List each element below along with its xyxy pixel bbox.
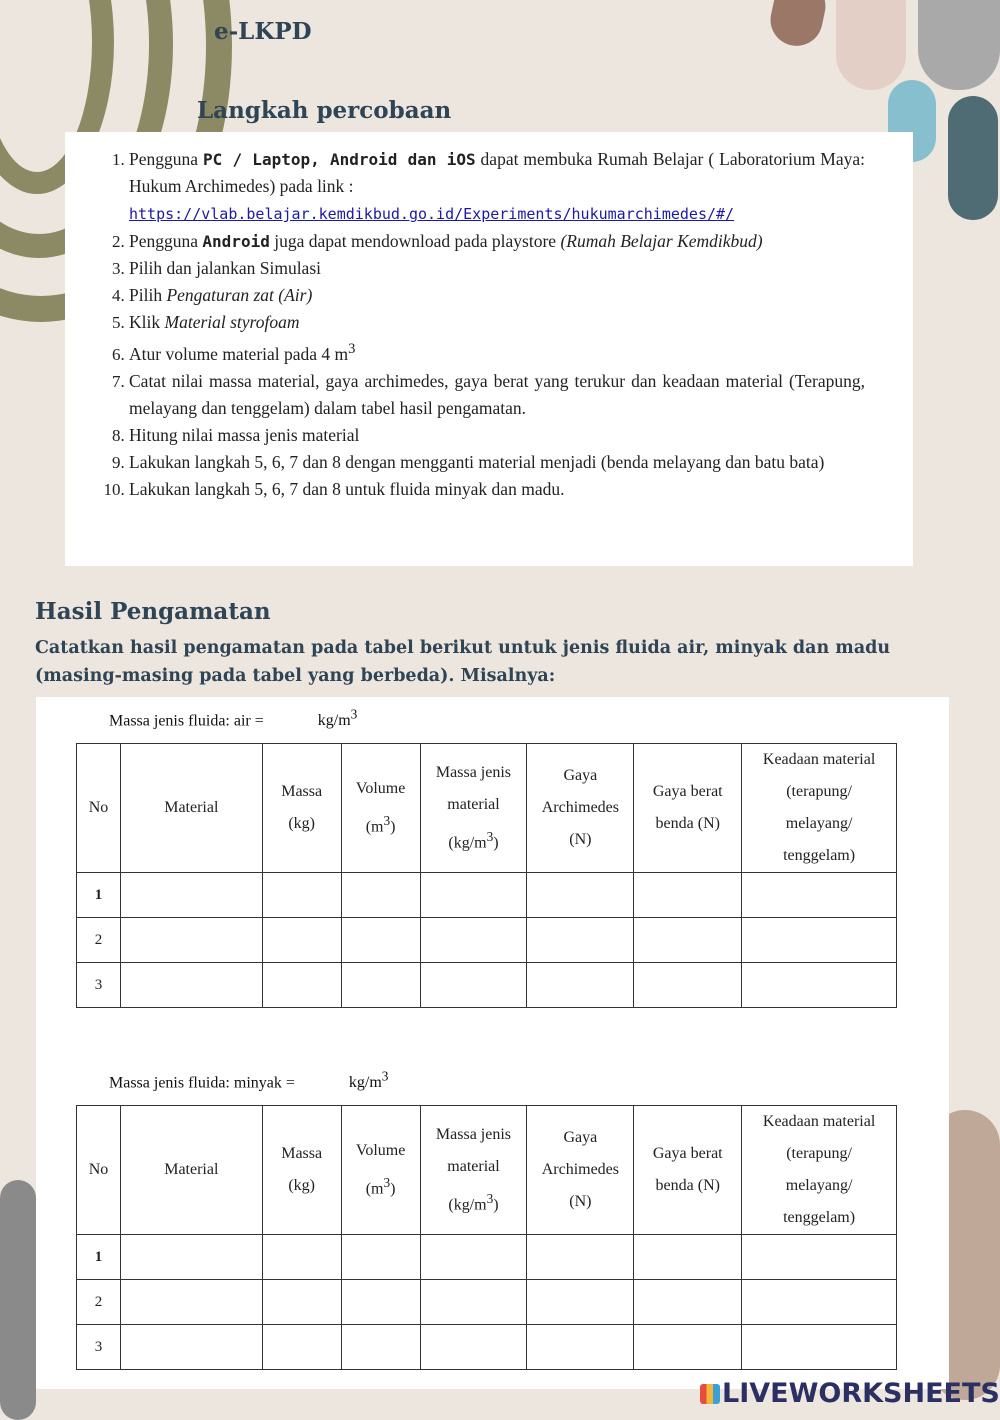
cell-gaya-berat[interactable] <box>634 1235 742 1280</box>
decorative-pill-teal <box>948 96 998 220</box>
cell-keadaan[interactable] <box>742 1235 897 1280</box>
cell-massa-jenis[interactable] <box>420 963 527 1008</box>
simulation-link[interactable]: https://vlab.belajar.kemdikbud.go.id/Experiments/hukumarchimedes/#/ <box>129 205 735 223</box>
step-7: 7. Catat nilai massa material, gaya archimedes, gaya berat yang terukur dan keadaan material (Terapung, melayang dan tenggelam) dalam tabel hasil pengamatan. <box>129 368 865 422</box>
observation-table-air <box>76 743 897 1008</box>
header-material: Material <box>120 1106 262 1235</box>
table-row <box>77 1280 897 1325</box>
header-no: No <box>77 1106 121 1235</box>
cell-gaya-berat[interactable] <box>634 1280 742 1325</box>
step-9: 9. Lakukan langkah 5, 6, 7 dan 8 dengan mengganti material menjadi (benda melayang dan batu bata) <box>129 449 865 476</box>
cell-massa-jenis[interactable] <box>420 1280 527 1325</box>
cell-gaya-berat[interactable] <box>634 1325 742 1370</box>
steps-heading: Langkah percobaan <box>197 97 452 124</box>
cell-material[interactable] <box>120 963 262 1008</box>
decorative-pill-bottom-grey <box>0 1180 36 1420</box>
cell-gaya-archimedes[interactable] <box>527 873 634 918</box>
liveworksheets-logo: LIVEWORKSHEETS <box>700 1378 1000 1409</box>
cell-gaya-archimedes[interactable] <box>527 1235 634 1280</box>
step-4: 4. Pilih Pengaturan zat (Air) <box>129 282 865 309</box>
step-10: 10. Lakukan langkah 5, 6, 7 dan 8 untuk fluida minyak dan madu. <box>129 476 865 503</box>
step-2: 2. Pengguna Android juga dapat mendownload pada playstore (Rumah Belajar Kemdikbud) <box>129 228 865 255</box>
header-massa: Massa (kg) <box>262 744 341 873</box>
cell-massa[interactable] <box>262 1325 341 1370</box>
cell-material[interactable] <box>120 1325 262 1370</box>
header-massa-jenis: Massa jenis material $(kg/m^3)$ <box>420 1106 527 1235</box>
cell-gaya-archimedes[interactable] <box>527 1325 634 1370</box>
page-title: e-LKPD <box>214 18 312 45</box>
cell-gaya-berat[interactable] <box>634 963 742 1008</box>
table-header-row <box>77 1106 897 1235</box>
step-1: 1. Pengguna PC / Laptop, Android dan iOS dapat membuka Rumah Belajar ( Laboratorium Maya: Hukum Archimedes) pada link : https://vlab.belajar.kemdikbud.go.id/Experiments/hukumarchimedes/#/ <box>129 146 865 228</box>
tables-card <box>36 697 949 1389</box>
liveworksheets-icon <box>700 1384 720 1404</box>
cell-keadaan[interactable] <box>742 1325 897 1370</box>
header-gaya-archimedes: Gaya Archimedes (N) <box>527 1106 634 1235</box>
cell-material[interactable] <box>120 1235 262 1280</box>
header-gaya-berat: Gaya berat benda (N) <box>634 744 742 873</box>
cell-volume[interactable] <box>341 918 420 963</box>
cell-gaya-archimedes[interactable] <box>527 1280 634 1325</box>
header-massa-jenis: Massa jenis material $(kg/m^3)$ <box>420 744 527 873</box>
table-row <box>77 873 897 918</box>
row-number: 3 <box>77 1325 121 1370</box>
header-no: No <box>77 744 121 873</box>
cell-material[interactable] <box>120 873 262 918</box>
header-volume: Volume $(m^3)$ <box>341 1106 420 1235</box>
cell-massa[interactable] <box>262 963 341 1008</box>
cell-keadaan[interactable] <box>742 918 897 963</box>
cell-massa[interactable] <box>262 1235 341 1280</box>
table-header-row <box>77 744 897 873</box>
steps-list <box>65 132 913 503</box>
table-row <box>77 1235 897 1280</box>
header-keadaan: Keadaan material (terapung/ melayang/ tenggelam) <box>742 1106 897 1235</box>
cell-volume[interactable] <box>341 1235 420 1280</box>
observation-table-minyak <box>76 1105 897 1370</box>
results-heading: Hasil Pengamatan <box>35 598 271 625</box>
header-massa: Massa (kg) <box>262 1106 341 1235</box>
step-8: 8. Hitung nilai massa jenis material <box>129 422 865 449</box>
header-gaya-archimedes: Gaya Archimedes (N) <box>527 744 634 873</box>
cell-volume[interactable] <box>341 1280 420 1325</box>
row-number: 2 <box>77 918 121 963</box>
cell-gaya-berat[interactable] <box>634 918 742 963</box>
table-row <box>77 1325 897 1370</box>
cell-keadaan[interactable] <box>742 1280 897 1325</box>
cell-material[interactable] <box>120 1280 262 1325</box>
cell-keadaan[interactable] <box>742 873 897 918</box>
cell-gaya-berat[interactable] <box>634 873 742 918</box>
row-number: 1 <box>77 873 121 918</box>
cell-massa[interactable] <box>262 918 341 963</box>
cell-massa-jenis[interactable] <box>420 918 527 963</box>
decorative-pill-grey <box>918 0 1000 90</box>
cell-volume[interactable] <box>341 963 420 1008</box>
fluid-density-label-minyak: Massa jenis fluida: minyak = $kg/m^3$ <box>109 1069 389 1092</box>
decorative-pill-brown <box>766 0 831 51</box>
step-6: 6. Atur volume material pada 4 $m^3$ <box>129 336 865 368</box>
cell-massa-jenis[interactable] <box>420 1235 527 1280</box>
cell-volume[interactable] <box>341 873 420 918</box>
cell-massa[interactable] <box>262 1280 341 1325</box>
row-number: 1 <box>77 1235 121 1280</box>
cell-massa-jenis[interactable] <box>420 1325 527 1370</box>
cell-material[interactable] <box>120 918 262 963</box>
cell-massa-jenis[interactable] <box>420 873 527 918</box>
results-instructions: Catatkan hasil pengamatan pada tabel berikut untuk jenis fluida air, minyak dan madu (masing-masing pada tabel yang berbeda). Misalnya: <box>35 638 891 686</box>
cell-gaya-archimedes[interactable] <box>527 918 634 963</box>
step-3: 3. Pilih dan jalankan Simulasi <box>129 255 865 282</box>
cell-massa[interactable] <box>262 873 341 918</box>
table-row <box>77 963 897 1008</box>
fluid-density-label-air: Massa jenis fluida: air = $kg/m^3$ <box>109 707 358 730</box>
table-row <box>77 918 897 963</box>
steps-card <box>65 132 913 566</box>
step-5: 5. Klik Material styrofoam <box>129 309 865 336</box>
header-material: Material <box>120 744 262 873</box>
decorative-pill-pink <box>836 0 906 90</box>
header-gaya-berat: Gaya berat benda (N) <box>634 1106 742 1235</box>
cell-gaya-archimedes[interactable] <box>527 963 634 1008</box>
cell-volume[interactable] <box>341 1325 420 1370</box>
row-number: 2 <box>77 1280 121 1325</box>
row-number: 3 <box>77 963 121 1008</box>
header-keadaan: Keadaan material (terapung/ melayang/ tenggelam) <box>742 744 897 873</box>
header-volume: Volume $(m^3)$ <box>341 744 420 873</box>
cell-keadaan[interactable] <box>742 963 897 1008</box>
